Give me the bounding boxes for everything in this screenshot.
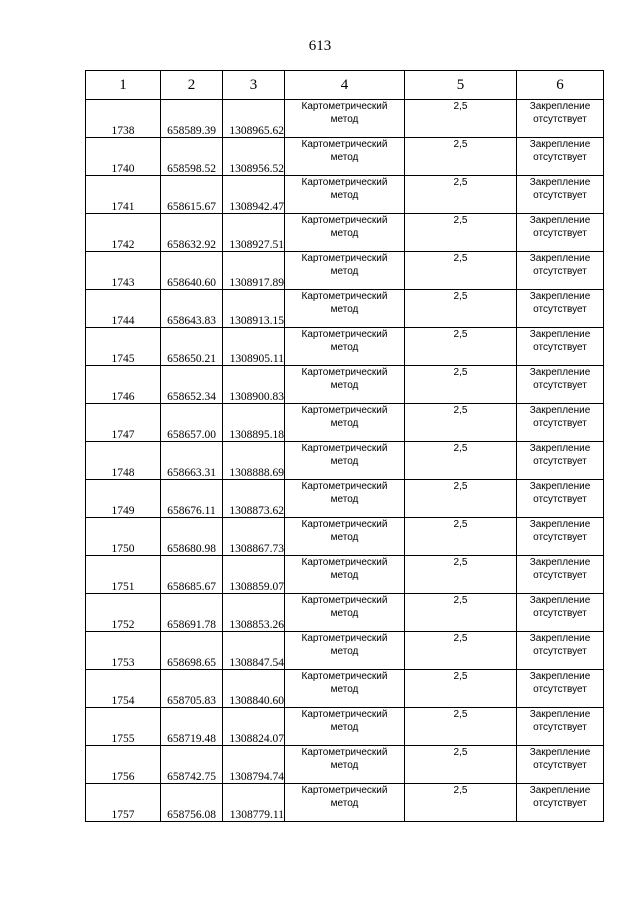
method-line-2: метод	[330, 418, 359, 429]
point-number-cell: 1738	[86, 100, 161, 138]
point-number-cell: 1742	[86, 214, 161, 252]
fixing-line-2: отсутствует	[533, 532, 587, 543]
table-row	[86, 708, 604, 746]
table-row	[86, 594, 604, 632]
y-coordinate-cell: 1308913.15	[223, 290, 285, 328]
x-coordinate-cell: 658742.75	[161, 746, 223, 784]
table-row	[86, 518, 604, 556]
fixing-cell	[517, 366, 604, 404]
table-row	[86, 480, 604, 518]
y-coordinate-cell: 1308873.62	[223, 480, 285, 518]
method-cell	[285, 518, 405, 556]
fixing-line-1: Закрепление	[529, 671, 591, 682]
table-row	[86, 784, 604, 822]
fixing-line-1: Закрепление	[529, 633, 591, 644]
fixing-line-1: Закрепление	[529, 519, 591, 530]
table-row	[86, 252, 604, 290]
y-coordinate-cell: 1308900.83	[223, 366, 285, 404]
method-line-2: метод	[330, 570, 359, 581]
method-line-1: Картометрический	[301, 481, 388, 492]
y-coordinate-cell: 1308942.47	[223, 176, 285, 214]
point-number-cell: 1754	[86, 670, 161, 708]
fixing-cell	[517, 252, 604, 290]
x-coordinate-cell: 658756.08	[161, 784, 223, 822]
method-cell	[285, 100, 405, 138]
error-cell: 2,5	[405, 480, 517, 518]
table-row	[86, 746, 604, 784]
method-line-1: Картометрический	[301, 747, 388, 758]
x-coordinate-cell: 658680.98	[161, 518, 223, 556]
method-line-1: Картометрический	[301, 443, 388, 454]
fixing-line-2: отсутствует	[533, 304, 587, 315]
point-number-cell: 1757	[86, 784, 161, 822]
method-line-1: Картометрический	[301, 367, 388, 378]
x-coordinate-cell: 658632.92	[161, 214, 223, 252]
error-cell: 2,5	[405, 518, 517, 556]
method-cell	[285, 632, 405, 670]
x-coordinate-cell: 658685.67	[161, 556, 223, 594]
header-cell-5: 5	[405, 71, 517, 100]
method-line-2: метод	[330, 456, 359, 467]
y-coordinate-cell: 1308895.18	[223, 404, 285, 442]
table-row	[86, 404, 604, 442]
method-cell	[285, 670, 405, 708]
method-line-2: метод	[330, 266, 359, 277]
method-cell	[285, 252, 405, 290]
fixing-line-2: отсутствует	[533, 646, 587, 657]
method-line-2: метод	[330, 646, 359, 657]
header-cell-1: 1	[86, 71, 161, 100]
point-number-cell: 1750	[86, 518, 161, 556]
table-body	[86, 100, 604, 822]
method-line-1: Картометрический	[301, 215, 388, 226]
x-coordinate-cell: 658691.78	[161, 594, 223, 632]
method-cell	[285, 290, 405, 328]
method-line-2: метод	[330, 114, 359, 125]
x-coordinate-cell: 658652.34	[161, 366, 223, 404]
method-line-2: метод	[330, 760, 359, 771]
fixing-cell	[517, 290, 604, 328]
error-cell: 2,5	[405, 252, 517, 290]
y-coordinate-cell: 1308917.89	[223, 252, 285, 290]
point-number-cell: 1745	[86, 328, 161, 366]
method-cell	[285, 480, 405, 518]
x-coordinate-cell: 658657.00	[161, 404, 223, 442]
error-cell: 2,5	[405, 556, 517, 594]
method-line-1: Картометрический	[301, 785, 388, 796]
method-line-1: Картометрический	[301, 253, 388, 264]
fixing-line-2: отсутствует	[533, 456, 587, 467]
method-line-2: метод	[330, 380, 359, 391]
fixing-line-2: отсутствует	[533, 114, 587, 125]
y-coordinate-cell: 1308847.54	[223, 632, 285, 670]
error-cell: 2,5	[405, 746, 517, 784]
error-cell: 2,5	[405, 214, 517, 252]
point-number-cell: 1747	[86, 404, 161, 442]
y-coordinate-cell: 1308965.62	[223, 100, 285, 138]
y-coordinate-cell: 1308859.07	[223, 556, 285, 594]
method-line-2: метод	[330, 494, 359, 505]
y-coordinate-cell: 1308779.11	[223, 784, 285, 822]
fixing-line-2: отсутствует	[533, 418, 587, 429]
method-line-1: Картометрический	[301, 177, 388, 188]
table-row	[86, 176, 604, 214]
y-coordinate-cell: 1308840.60	[223, 670, 285, 708]
coordinates-table	[85, 70, 604, 822]
method-cell	[285, 214, 405, 252]
method-line-1: Картометрический	[301, 291, 388, 302]
fixing-cell	[517, 442, 604, 480]
method-line-1: Картометрический	[301, 595, 388, 606]
fixing-line-1: Закрепление	[529, 747, 591, 758]
method-line-2: метод	[330, 798, 359, 809]
method-cell	[285, 404, 405, 442]
y-coordinate-cell: 1308927.51	[223, 214, 285, 252]
error-cell: 2,5	[405, 328, 517, 366]
point-number-cell: 1753	[86, 632, 161, 670]
method-line-2: метод	[330, 304, 359, 315]
fixing-line-1: Закрепление	[529, 367, 591, 378]
fixing-line-1: Закрепление	[529, 709, 591, 720]
point-number-cell: 1740	[86, 138, 161, 176]
fixing-line-1: Закрепление	[529, 177, 591, 188]
fixing-line-1: Закрепление	[529, 557, 591, 568]
table-row	[86, 100, 604, 138]
method-cell	[285, 442, 405, 480]
table-row	[86, 556, 604, 594]
table-row	[86, 632, 604, 670]
fixing-cell	[517, 784, 604, 822]
fixing-cell	[517, 214, 604, 252]
fixing-line-2: отсутствует	[533, 608, 587, 619]
fixing-cell	[517, 138, 604, 176]
method-cell	[285, 366, 405, 404]
method-cell	[285, 176, 405, 214]
point-number-cell: 1755	[86, 708, 161, 746]
x-coordinate-cell: 658698.65	[161, 632, 223, 670]
method-cell	[285, 594, 405, 632]
method-cell	[285, 138, 405, 176]
point-number-cell: 1748	[86, 442, 161, 480]
method-cell	[285, 556, 405, 594]
point-number-cell: 1741	[86, 176, 161, 214]
fixing-cell	[517, 632, 604, 670]
x-coordinate-cell: 658598.52	[161, 138, 223, 176]
y-coordinate-cell: 1308824.07	[223, 708, 285, 746]
fixing-line-2: отсутствует	[533, 798, 587, 809]
fixing-cell	[517, 480, 604, 518]
table-row	[86, 442, 604, 480]
x-coordinate-cell: 658663.31	[161, 442, 223, 480]
method-line-1: Картометрический	[301, 139, 388, 150]
error-cell: 2,5	[405, 632, 517, 670]
fixing-cell	[517, 708, 604, 746]
point-number-cell: 1756	[86, 746, 161, 784]
header-cell-3: 3	[223, 71, 285, 100]
fixing-line-1: Закрепление	[529, 139, 591, 150]
method-line-2: метод	[330, 684, 359, 695]
x-coordinate-cell: 658719.48	[161, 708, 223, 746]
fixing-line-2: отсутствует	[533, 380, 587, 391]
x-coordinate-cell: 658705.83	[161, 670, 223, 708]
error-cell: 2,5	[405, 290, 517, 328]
y-coordinate-cell: 1308905.11	[223, 328, 285, 366]
method-line-1: Картометрический	[301, 329, 388, 340]
method-line-2: метод	[330, 228, 359, 239]
fixing-line-2: отсутствует	[533, 266, 587, 277]
fixing-line-1: Закрепление	[529, 481, 591, 492]
error-cell: 2,5	[405, 784, 517, 822]
error-cell: 2,5	[405, 138, 517, 176]
method-line-1: Картометрический	[301, 557, 388, 568]
fixing-line-2: отсутствует	[533, 722, 587, 733]
point-number-cell: 1749	[86, 480, 161, 518]
method-line-2: метод	[330, 342, 359, 353]
fixing-line-2: отсутствует	[533, 228, 587, 239]
fixing-line-1: Закрепление	[529, 329, 591, 340]
fixing-line-1: Закрепление	[529, 785, 591, 796]
point-number-cell: 1744	[86, 290, 161, 328]
fixing-line-2: отсутствует	[533, 342, 587, 353]
fixing-line-2: отсутствует	[533, 570, 587, 581]
point-number-cell: 1752	[86, 594, 161, 632]
fixing-line-1: Закрепление	[529, 291, 591, 302]
x-coordinate-cell: 658643.83	[161, 290, 223, 328]
method-cell	[285, 746, 405, 784]
error-cell: 2,5	[405, 594, 517, 632]
y-coordinate-cell: 1308867.73	[223, 518, 285, 556]
point-number-cell: 1743	[86, 252, 161, 290]
table-row	[86, 290, 604, 328]
fixing-cell	[517, 670, 604, 708]
method-line-1: Картометрический	[301, 633, 388, 644]
error-cell: 2,5	[405, 708, 517, 746]
error-cell: 2,5	[405, 404, 517, 442]
y-coordinate-cell: 1308794.74	[223, 746, 285, 784]
x-coordinate-cell: 658650.21	[161, 328, 223, 366]
table-row	[86, 670, 604, 708]
x-coordinate-cell: 658615.67	[161, 176, 223, 214]
y-coordinate-cell: 1308853.26	[223, 594, 285, 632]
method-cell	[285, 328, 405, 366]
fixing-cell	[517, 404, 604, 442]
method-line-1: Картометрический	[301, 709, 388, 720]
method-cell	[285, 784, 405, 822]
method-line-1: Картометрический	[301, 101, 388, 112]
error-cell: 2,5	[405, 100, 517, 138]
fixing-line-1: Закрепление	[529, 253, 591, 264]
fixing-line-1: Закрепление	[529, 595, 591, 606]
fixing-cell	[517, 328, 604, 366]
fixing-cell	[517, 176, 604, 214]
fixing-cell	[517, 746, 604, 784]
fixing-line-2: отсутствует	[533, 494, 587, 505]
point-number-cell: 1751	[86, 556, 161, 594]
table-row	[86, 214, 604, 252]
fixing-cell	[517, 594, 604, 632]
method-cell	[285, 708, 405, 746]
fixing-cell	[517, 518, 604, 556]
fixing-line-1: Закрепление	[529, 101, 591, 112]
fixing-line-2: отсутствует	[533, 152, 587, 163]
method-line-1: Картометрический	[301, 519, 388, 530]
fixing-line-1: Закрепление	[529, 443, 591, 454]
fixing-line-1: Закрепление	[529, 215, 591, 226]
header-cell-2: 2	[161, 71, 223, 100]
error-cell: 2,5	[405, 442, 517, 480]
fixing-line-2: отсутствует	[533, 760, 587, 771]
method-line-2: метод	[330, 152, 359, 163]
table-row	[86, 138, 604, 176]
header-cell-6: 6	[517, 71, 604, 100]
error-cell: 2,5	[405, 366, 517, 404]
x-coordinate-cell: 658676.11	[161, 480, 223, 518]
method-line-2: метод	[330, 722, 359, 733]
table-row	[86, 366, 604, 404]
x-coordinate-cell: 658640.60	[161, 252, 223, 290]
x-coordinate-cell: 658589.39	[161, 100, 223, 138]
error-cell: 2,5	[405, 670, 517, 708]
y-coordinate-cell: 1308956.52	[223, 138, 285, 176]
fixing-cell	[517, 556, 604, 594]
y-coordinate-cell: 1308888.69	[223, 442, 285, 480]
header-cell-4: 4	[285, 71, 405, 100]
error-cell: 2,5	[405, 176, 517, 214]
fixing-line-1: Закрепление	[529, 405, 591, 416]
method-line-1: Картометрический	[301, 671, 388, 682]
fixing-cell	[517, 100, 604, 138]
fixing-line-2: отсутствует	[533, 190, 587, 201]
page-number: 613	[308, 38, 332, 54]
fixing-line-2: отсутствует	[533, 684, 587, 695]
method-line-2: метод	[330, 532, 359, 543]
method-line-2: метод	[330, 190, 359, 201]
method-line-2: метод	[330, 608, 359, 619]
header-row	[86, 71, 604, 100]
table-row	[86, 328, 604, 366]
point-number-cell: 1746	[86, 366, 161, 404]
method-line-1: Картометрический	[301, 405, 388, 416]
